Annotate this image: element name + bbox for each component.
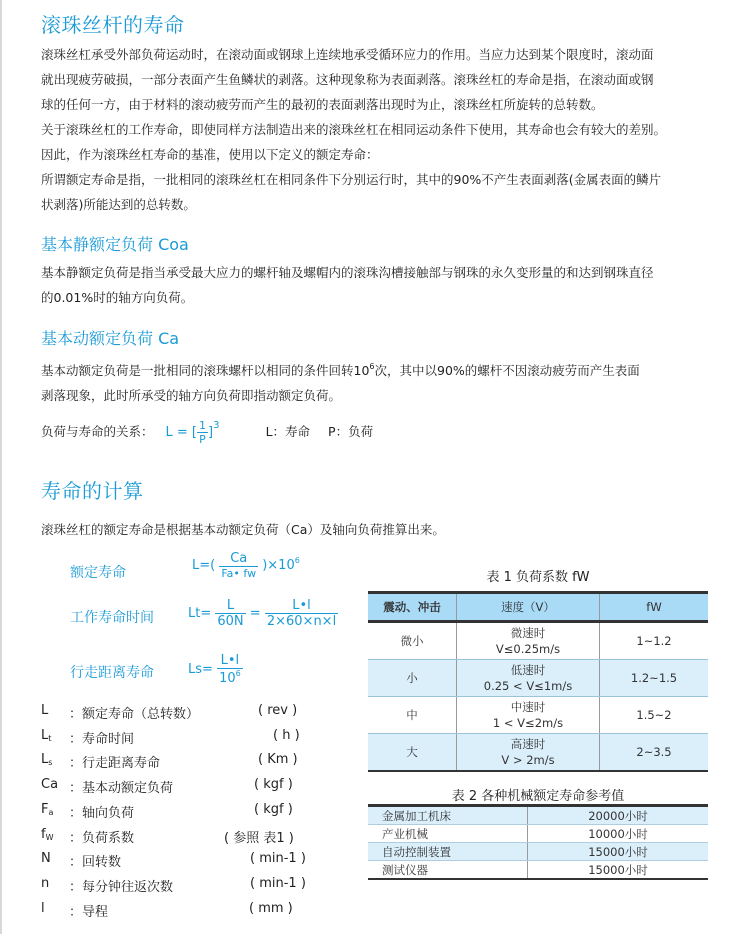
cell-machine: 自动控制装置 xyxy=(368,843,528,861)
paragraph-line: 球的任何一方，由于材料的滚动疲劳而产生的最初的表面剥落出现时为止，滚珠丝杠所旋转的总转数。 xyxy=(41,97,604,112)
symbol-unit: ( Km ) xyxy=(258,752,298,768)
symbol-base: F xyxy=(41,801,49,817)
symbol-base: f xyxy=(41,826,46,842)
cell-life: 20000小时 xyxy=(528,806,709,825)
cell-speed xyxy=(457,734,600,772)
symbol: n xyxy=(41,875,50,891)
cell-life: 15000小时 xyxy=(528,861,709,880)
formula-label-working-life-time: 工作寿命时间 xyxy=(70,610,154,626)
symbol xyxy=(41,728,51,743)
table-row xyxy=(368,697,708,734)
table-row xyxy=(368,660,708,697)
section-title-dynamic-load: 基本动额定负荷 Ca xyxy=(41,329,180,348)
symbol: N xyxy=(41,851,51,867)
paragraph-line: 滚珠丝杠承受外部负荷运动时，在滚动面或钢球上连续地承受循环应力的作用。当应力达到某个限度时，滚动面 xyxy=(41,47,654,62)
symbol-unit: ( rev ) xyxy=(258,703,298,718)
table-row xyxy=(368,825,708,843)
paragraph-line: 因此，作为滚珠丝杠寿命的基准，使用以下定义的额定寿命： xyxy=(41,147,379,162)
fraction xyxy=(217,654,243,685)
symbol-row xyxy=(41,876,341,896)
fraction xyxy=(215,599,245,628)
symbol-description: ：轴向负荷 xyxy=(69,805,135,821)
denominator: 2×60×n×l xyxy=(266,614,337,629)
exponent: 3 xyxy=(213,420,220,431)
formula-label-rated-life: 额定寿命 xyxy=(70,565,126,581)
cell-speed xyxy=(457,697,600,734)
column-header-fw: fW xyxy=(600,593,709,622)
fraction xyxy=(265,599,338,628)
formula-travel-distance-life xyxy=(188,654,243,685)
symbol-description: ：每分钟往返次数 xyxy=(69,879,174,895)
formula-lhs: Lt= xyxy=(188,606,212,621)
numerator: L•l xyxy=(265,599,338,614)
equals-sign: = xyxy=(249,606,261,621)
cell-fw: 1.5~2 xyxy=(600,697,709,734)
cell-speed xyxy=(457,660,600,697)
paragraph-line: 就出现疲劳破损，一部分表面产生鱼鳞状的剥落。这种现象称为表面剥落。滚珠丝杠的寿命是指，在滚动面或钢 xyxy=(41,72,654,87)
load-life-relation xyxy=(41,416,373,445)
symbol-description: ：导程 xyxy=(69,904,109,920)
cell-life: 15000小时 xyxy=(528,843,709,861)
formula-lhs: Ls= xyxy=(188,662,213,677)
section3-body xyxy=(41,354,640,408)
symbol-row xyxy=(41,777,341,797)
symbol-description: ：负荷系数 xyxy=(69,830,135,846)
symbol-description: ：基本动额定负荷 xyxy=(69,781,174,797)
relation-label: 负荷与寿命的关系： xyxy=(41,424,154,439)
exponent: 6 xyxy=(294,556,300,565)
paragraph-line: 的0.01%时的轴方向负荷。 xyxy=(41,290,194,305)
numerator: L•l xyxy=(217,654,243,669)
denominator-base: 10 xyxy=(219,671,236,686)
legend-load: P：负荷 xyxy=(328,424,374,439)
symbol xyxy=(41,802,53,817)
symbol-unit: ( min-1 ) xyxy=(250,851,306,867)
paragraph-line xyxy=(41,354,640,383)
section-title-ballscrew-life: 滚珠丝杆的寿命 xyxy=(41,13,185,37)
denominator: P xyxy=(199,433,206,446)
numerator: 1 xyxy=(198,419,206,432)
formula-rhs: ] xyxy=(207,425,214,440)
relation-formula xyxy=(165,419,224,446)
symbol-base: L xyxy=(41,752,49,768)
table-row xyxy=(368,734,708,772)
section-title-static-load: 基本静额定负荷 Coa xyxy=(41,235,189,254)
symbol-row xyxy=(41,703,341,723)
numerator: Ca xyxy=(219,552,258,567)
symbol xyxy=(41,827,54,842)
speed-range: V > 2m/s xyxy=(501,753,555,767)
symbol: L xyxy=(41,703,49,718)
symbol-row xyxy=(41,851,341,871)
symbol-unit: ( kgf ) xyxy=(254,777,293,793)
speed-label: 中速时 xyxy=(510,700,546,714)
text-fragment: 基本动额定负荷是一批相同的滚珠螺杆以相同的条件回转10 xyxy=(41,363,370,378)
paragraph-line: 剥落现象，此时所承受的轴方向负荷即指动额定负荷。 xyxy=(41,388,342,403)
formula-lhs: L = [ xyxy=(165,425,197,440)
symbol: Ca xyxy=(41,777,59,793)
symbol-row xyxy=(41,802,341,822)
cell-machine: 金属加工机床 xyxy=(368,806,528,825)
column-header-shock: 震动、冲击 xyxy=(368,593,457,622)
table-row xyxy=(368,622,708,660)
superscript: 6 xyxy=(369,362,375,371)
table-row xyxy=(368,843,708,861)
symbol: l xyxy=(41,900,45,916)
paragraph-line: 关于滚珠丝杠的工作寿命，即使同样方法制造出来的滚珠丝杠在相同运动条件下使用，其寿命也会有较大的差别。 xyxy=(41,122,667,137)
symbol-row xyxy=(41,728,341,748)
paragraph-line: 所谓额定寿命是指，一批相同的滚珠丝杠在相同条件下分别运行时，其中的90%不产生表面剥落(金属表面的鳞片 xyxy=(41,172,662,187)
text-fragment: 次，其中以90%的螺杆不因滚动疲劳而产生表面 xyxy=(374,363,640,378)
rated-life-reference-table xyxy=(368,804,708,880)
symbol-subscript: t xyxy=(48,733,52,743)
column-header-speed: 速度（V） xyxy=(457,593,600,622)
cell-shock: 大 xyxy=(368,734,457,772)
symbol-row xyxy=(41,752,341,772)
symbol-description: ：回转数 xyxy=(69,855,122,871)
calc-intro: 滚珠丝杠的额定寿命是根据基本动额定负荷（Ca）及轴向负荷推算出来。 xyxy=(41,522,445,537)
table-row xyxy=(368,861,708,880)
symbol-subscript: a xyxy=(48,807,54,817)
page-left-border xyxy=(0,0,2,934)
speed-label: 微速时 xyxy=(510,626,546,640)
symbol-unit: ( 参照 表1 ) xyxy=(224,830,294,846)
formula-working-life-time xyxy=(188,599,338,628)
symbol-subscript: s xyxy=(48,758,53,768)
symbol xyxy=(41,752,52,767)
section2-body xyxy=(41,260,654,310)
paragraph-line: 基本静额定负荷是指当承受最大应力的螺杆轴及螺帽内的滚珠沟槽接触部与钢珠的永久变形量的和达到钢珠直径 xyxy=(41,265,654,280)
cell-shock: 小 xyxy=(368,660,457,697)
denominator xyxy=(217,669,243,685)
exponent: 6 xyxy=(235,669,241,678)
speed-label: 低速时 xyxy=(510,663,546,677)
speed-range: 1 < V≤2m/s xyxy=(492,716,564,730)
speed-label: 高速时 xyxy=(510,737,546,751)
symbol-description: ：寿命时间 xyxy=(69,731,135,747)
numerator: L xyxy=(215,599,245,614)
table-row xyxy=(368,806,708,825)
cell-life: 10000小时 xyxy=(528,825,709,843)
load-factor-table xyxy=(368,591,708,772)
denominator: Fa• fw xyxy=(221,567,257,580)
cell-fw: 1.2~1.5 xyxy=(600,660,709,697)
formula-rhs: )×10 xyxy=(262,558,295,573)
symbol-description: ：额定寿命（总转数） xyxy=(69,707,200,722)
symbol-row xyxy=(41,901,341,921)
table1-caption: 表 1 负荷系数 fW xyxy=(486,570,590,585)
legend-life: L：寿命 xyxy=(265,424,311,439)
cell-fw: 2~3.5 xyxy=(600,734,709,772)
speed-range: 0.25 < V≤1m/s xyxy=(483,679,573,693)
section1-body xyxy=(41,42,666,217)
symbol-unit: ( min-1 ) xyxy=(250,875,306,891)
section-title-life-calculation: 寿命的计算 xyxy=(41,479,144,503)
cell-shock: 中 xyxy=(368,697,457,734)
formula-label-travel-distance-life: 行走距离寿命 xyxy=(70,665,154,681)
cell-machine: 产业机械 xyxy=(368,825,528,843)
speed-range: V≤0.25m/s xyxy=(495,642,561,656)
symbol-base: L xyxy=(41,727,49,743)
symbol-unit: ( kgf ) xyxy=(254,801,293,817)
cell-fw: 1~1.2 xyxy=(600,622,709,660)
table-header-row xyxy=(368,593,708,622)
cell-shock: 微小 xyxy=(368,622,457,660)
fraction xyxy=(197,420,208,445)
cell-machine: 测试仪器 xyxy=(368,861,528,880)
denominator: 60N xyxy=(217,614,244,629)
symbol-row xyxy=(41,827,341,847)
fraction xyxy=(219,552,258,579)
symbol-unit: ( h ) xyxy=(273,727,300,743)
formula-lhs: L=( xyxy=(192,558,216,573)
symbol-unit: ( mm ) xyxy=(249,900,293,916)
table2-caption: 表 2 各种机械额定寿命参考值 xyxy=(451,789,625,804)
paragraph-line: 状剥落)所能达到的总转数。 xyxy=(41,197,196,212)
cell-speed xyxy=(457,622,600,660)
symbol-subscript: W xyxy=(45,832,54,842)
symbol-description: ：行走距离寿命 xyxy=(69,756,161,772)
formula-rated-life xyxy=(192,552,300,579)
